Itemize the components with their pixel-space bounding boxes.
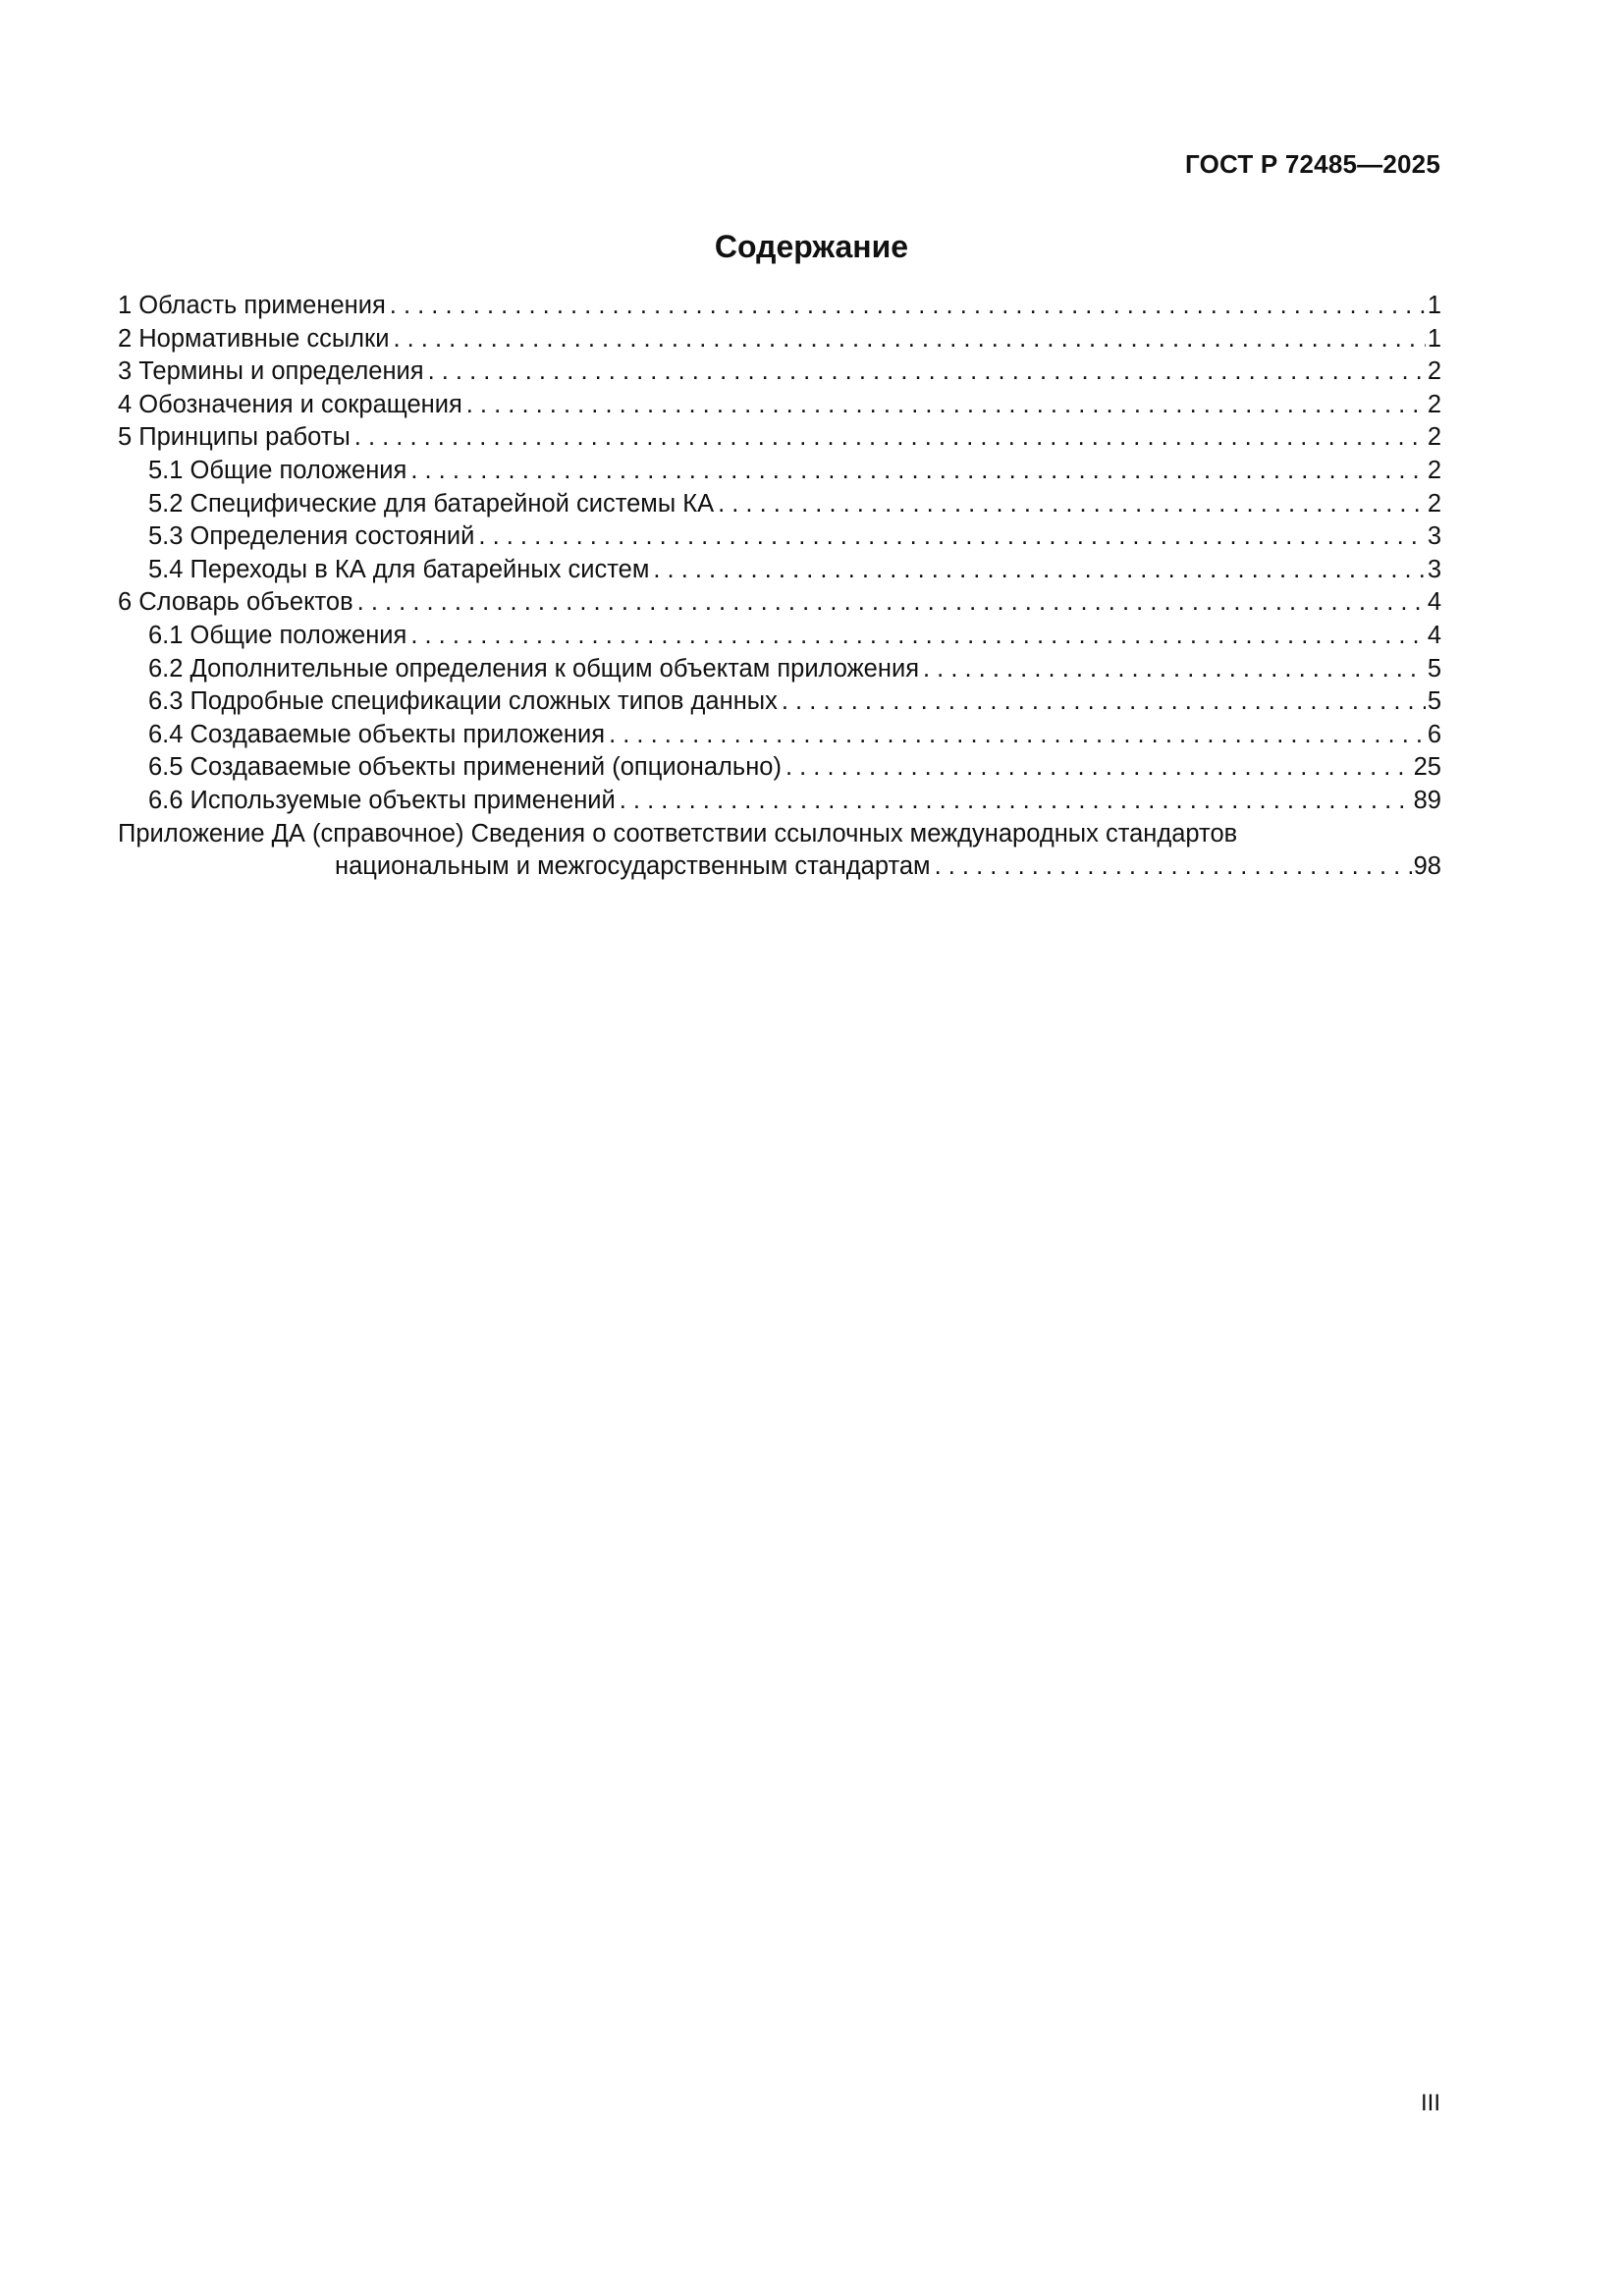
toc-page-number: 2 bbox=[1427, 390, 1441, 418]
toc-entry-6-6[interactable] bbox=[118, 785, 1441, 818]
toc-page-number: 2 bbox=[1427, 456, 1441, 484]
toc-leader-dots bbox=[354, 421, 1426, 455]
toc-entry-text: 5.3 Определения состояний bbox=[148, 522, 475, 551]
toc-entry-6[interactable] bbox=[118, 586, 1441, 620]
toc-entry-5-4[interactable] bbox=[118, 554, 1441, 587]
toc-entry-2[interactable] bbox=[118, 323, 1441, 356]
toc-leader-dots bbox=[718, 488, 1426, 521]
toc-annex-title-line-1[interactable]: Приложение ДА (справочное) Сведения о соответствии ссылочных международных стандартов bbox=[118, 819, 1238, 847]
toc-entry-5-2[interactable] bbox=[118, 488, 1441, 521]
toc-leader-dots bbox=[390, 290, 1426, 323]
toc-page-number: 6 bbox=[1427, 720, 1441, 748]
toc-entry-text: 6.3 Подробные спецификации сложных типов данных bbox=[148, 687, 778, 716]
toc-page-number: 98 bbox=[1413, 852, 1441, 881]
toc-leader-dots bbox=[653, 554, 1425, 587]
toc-entry-5-1[interactable] bbox=[118, 455, 1441, 488]
toc-page-number: 3 bbox=[1427, 522, 1441, 551]
toc-entry-6-3[interactable] bbox=[118, 685, 1441, 719]
toc-leader-dots bbox=[478, 520, 1425, 554]
toc-annex-entry[interactable] bbox=[118, 850, 1441, 884]
toc-leader-dots bbox=[609, 719, 1426, 752]
toc-leader-dots bbox=[410, 620, 1425, 653]
toc-entry-text: 5 Принципы работы bbox=[118, 423, 351, 452]
toc-entry-3[interactable] bbox=[118, 355, 1441, 389]
toc-leader-dots bbox=[466, 389, 1426, 422]
toc-leader-dots bbox=[620, 785, 1412, 818]
toc-page-number: 4 bbox=[1427, 621, 1441, 649]
toc-entry-text: 6.4 Создаваемые объекты приложения bbox=[148, 720, 606, 748]
table-of-contents bbox=[118, 290, 1441, 884]
toc-entry-5[interactable] bbox=[118, 421, 1441, 455]
toc-entry-text: 5.4 Переходы в КА для батарейных систем bbox=[148, 555, 650, 583]
page-number-footer: III bbox=[1420, 2090, 1440, 2116]
toc-page-number: 4 bbox=[1427, 588, 1441, 617]
toc-leader-dots bbox=[785, 751, 1412, 785]
toc-entry-1[interactable] bbox=[118, 290, 1441, 323]
toc-page-number: 2 bbox=[1427, 423, 1441, 452]
toc-leader-dots bbox=[357, 586, 1426, 620]
toc-leader-dots bbox=[410, 455, 1425, 488]
toc-entry-text: 5.2 Специфические для батарейной системы КА bbox=[148, 489, 715, 518]
toc-page-number: 3 bbox=[1427, 555, 1441, 583]
toc-leader-dots bbox=[923, 653, 1426, 686]
toc-entry-text: 5.1 Общие положения bbox=[148, 456, 407, 484]
toc-page-number: 1 bbox=[1427, 324, 1441, 353]
toc-entry-text: 6.5 Создаваемые объекты применений (опционально) bbox=[148, 753, 782, 782]
toc-leader-dots bbox=[782, 685, 1426, 719]
toc-page-number: 2 bbox=[1427, 489, 1441, 518]
toc-entry-text: 6.1 Общие положения bbox=[148, 621, 407, 649]
toc-entry-text: 6.6 Используемые объекты применений bbox=[148, 786, 616, 814]
toc-title: Содержание bbox=[714, 229, 909, 264]
toc-leader-dots bbox=[935, 850, 1412, 884]
toc-page-number: 2 bbox=[1427, 357, 1441, 386]
toc-entry-6-1[interactable] bbox=[118, 620, 1441, 653]
toc-leader-dots bbox=[393, 323, 1425, 356]
toc-entry-6-5[interactable] bbox=[118, 751, 1441, 785]
toc-page-number: 25 bbox=[1413, 753, 1441, 782]
toc-page-number: 89 bbox=[1413, 786, 1441, 814]
toc-entry-text: национальным и межгосударственным стандартам bbox=[335, 852, 931, 881]
toc-entry-text: 4 Обозначения и сокращения bbox=[118, 390, 462, 418]
toc-entry-6-2[interactable] bbox=[118, 653, 1441, 686]
document-code-header: ГОСТ Р 72485—2025 bbox=[1185, 149, 1440, 179]
toc-entry-4[interactable] bbox=[118, 389, 1441, 422]
toc-entry-text: 6.2 Дополнительные определения к общим объектам приложения bbox=[148, 654, 919, 683]
toc-entry-text: 3 Термины и определения bbox=[118, 357, 424, 386]
toc-entry-text: 2 Нормативные ссылки bbox=[118, 324, 390, 353]
toc-entry-text: 1 Область применения bbox=[118, 292, 386, 319]
toc-page-number: 1 bbox=[1427, 292, 1441, 319]
toc-entry-text: 6 Словарь объектов bbox=[118, 588, 353, 617]
toc-page-number: 5 bbox=[1427, 654, 1441, 683]
toc-leader-dots bbox=[428, 355, 1426, 389]
toc-entry-5-3[interactable] bbox=[118, 520, 1441, 554]
toc-entry-6-4[interactable] bbox=[118, 719, 1441, 752]
toc-page-number: 5 bbox=[1427, 687, 1441, 716]
